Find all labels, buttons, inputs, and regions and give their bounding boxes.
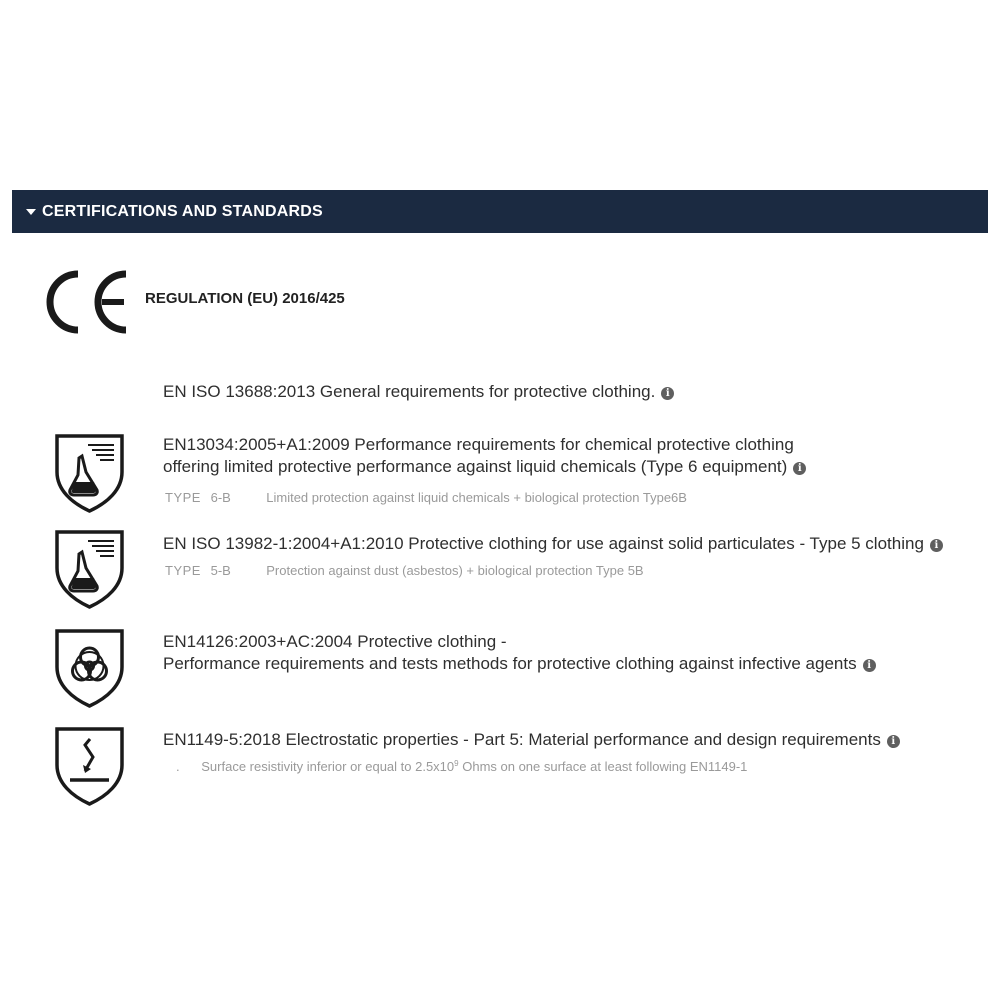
type-row xyxy=(165,490,687,505)
type-code: 5-B xyxy=(210,563,231,578)
info-icon[interactable]: i xyxy=(930,539,943,552)
section-title: CERTIFICATIONS AND STANDARDS xyxy=(42,202,323,220)
type-row xyxy=(165,563,644,578)
standard-text: EN1149-5:2018 Electrostatic properties - Part 5: Material performance and design requirements xyxy=(163,730,881,749)
info-icon[interactable]: i xyxy=(793,462,806,475)
note-text xyxy=(201,759,747,774)
type-label: TYPE xyxy=(165,563,201,578)
standard-en-iso-13982-1 xyxy=(163,533,943,555)
standard-text: Performance requirements and tests methods for protective clothing against infective agents xyxy=(163,654,857,673)
standard-en13034 xyxy=(163,434,806,478)
info-icon[interactable]: i xyxy=(661,387,674,400)
standard-text: EN14126:2003+AC:2004 Protective clothing - xyxy=(163,632,507,651)
note-bullet: . xyxy=(176,759,180,774)
electrostatic-shield-icon xyxy=(52,725,127,807)
note-exponent: 9 xyxy=(454,759,459,768)
regulation-title: REGULATION (EU) 2016/425 xyxy=(145,290,345,307)
certifications-section-header[interactable] xyxy=(12,190,988,233)
note-text-after: Ohms on one surface at least following EN1149-1 xyxy=(458,759,748,774)
resistivity-note xyxy=(176,759,747,774)
info-icon[interactable]: i xyxy=(863,659,876,672)
chemical-protection-shield-icon xyxy=(52,528,127,610)
note-text-before: Surface resistivity inferior or equal to 2.5x10 xyxy=(201,759,455,774)
chemical-protection-shield-icon xyxy=(52,432,127,514)
standard-text: EN13034:2005+A1:2009 Performance requirements for chemical protective clothing xyxy=(163,435,794,454)
biohazard-shield-icon xyxy=(52,627,127,709)
caret-down-icon xyxy=(26,209,36,215)
ce-mark-icon xyxy=(40,268,132,336)
type-code: 6-B xyxy=(210,490,231,505)
info-icon[interactable]: i xyxy=(887,735,900,748)
standard-text: offering limited protective performance against liquid chemicals (Type 6 equipment) xyxy=(163,457,788,476)
type-description: Protection against dust (asbestos) + biological protection Type 5B xyxy=(266,563,644,578)
standard-en1149-5 xyxy=(163,729,900,751)
standard-text: EN ISO 13982-1:2004+A1:2010 Protective clothing for use against solid particulates - Type 5 clothing xyxy=(163,534,924,553)
standard-text: EN ISO 13688:2013 General requirements for protective clothing. xyxy=(163,382,656,401)
standard-en-iso-13688 xyxy=(163,381,674,403)
standard-en14126 xyxy=(163,631,876,675)
type-label: TYPE xyxy=(165,490,201,505)
type-description: Limited protection against liquid chemicals + biological protection Type6B xyxy=(266,490,687,505)
